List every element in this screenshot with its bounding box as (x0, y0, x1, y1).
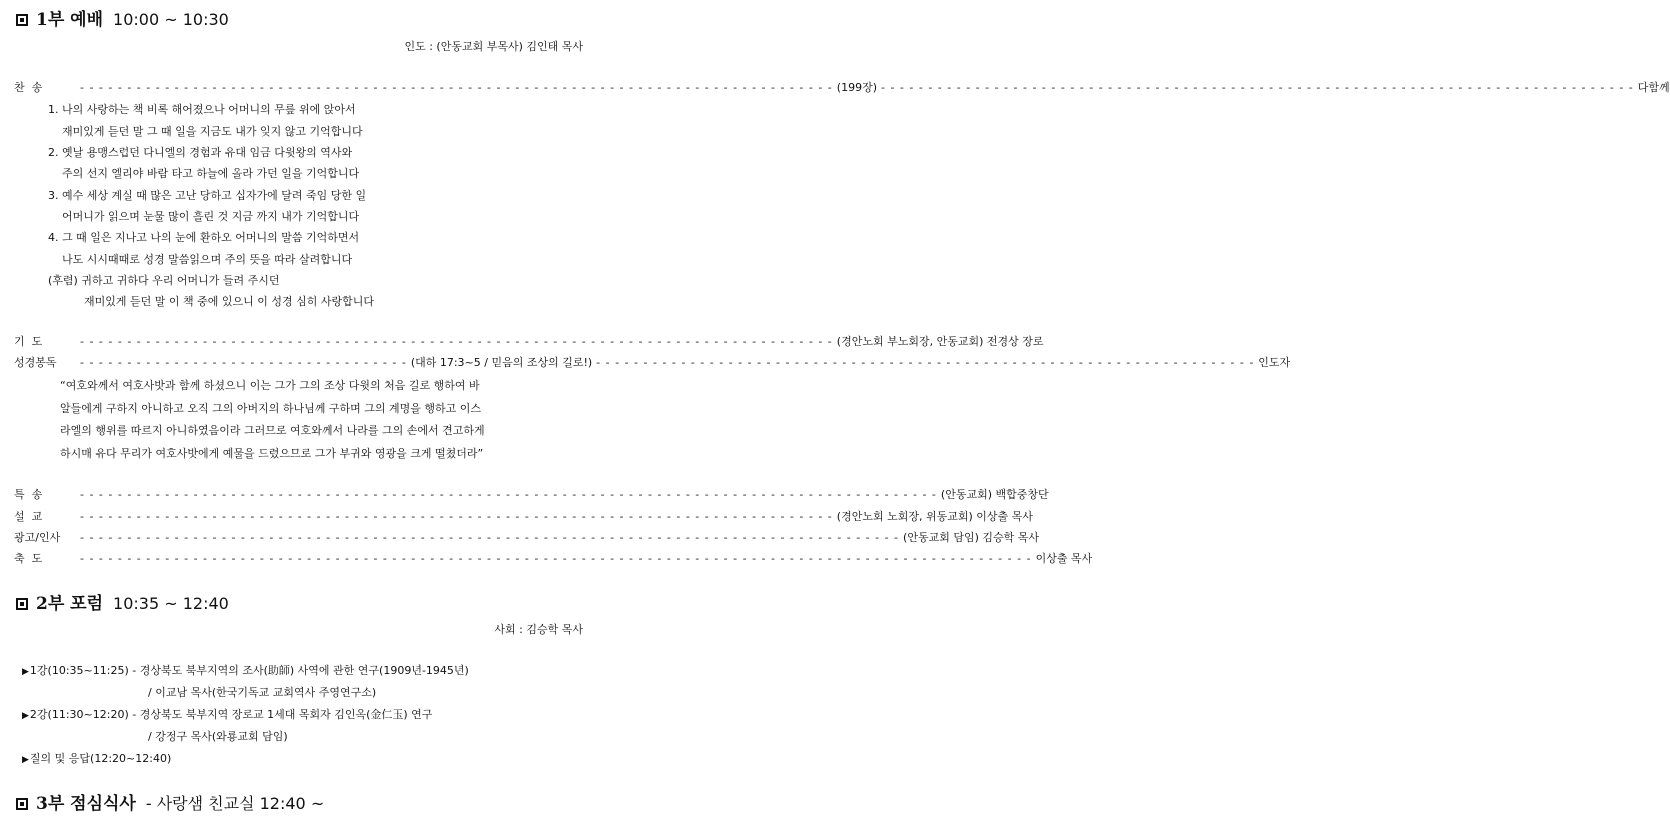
sermon-row (14, 510, 1033, 524)
benediction-row (14, 552, 1093, 566)
dash-leader: - - - - - - - - - - - - - - - - - - - - - - - - - - - - - - - - - - - - - - - - - - - - - - - - - - - - - - - - - - - - - - - - - - - - - - (596, 356, 1255, 369)
special-song-label: 특 송 (14, 488, 43, 501)
announcements-label: 광고/인사 (14, 531, 61, 544)
scripture-text-line: 하시매 유다 무리가 여호사밧에게 예물을 드렸으므로 그가 부귀와 영광을 크게 떨쳤더라” (60, 447, 484, 460)
hymn-chorus-line: (후렴) 귀하고 귀하다 우리 어머니가 들려 주시던 (48, 274, 280, 287)
part1-time: 10:00 ~ 10:30 (113, 10, 229, 29)
hymn-verse-line: 2. 옛날 용맹스럽던 다니엘의 경험과 유대 임금 다윗왕의 역사와 (48, 146, 353, 159)
triangle-bullet-icon: ▶ (22, 667, 29, 677)
forum-qa (22, 752, 171, 767)
hymn-row (14, 81, 1670, 95)
part2-title: 2부 포럼 (36, 594, 104, 614)
forum-lecture-2 (22, 708, 432, 723)
dash-leader: - - - - - - - - - - - - - - - - - - - - - - - - - - - - - - - - - - - (80, 356, 407, 369)
part1-title: 1부 예배 (36, 10, 104, 30)
dash-leader: - - - - - - - - - - - - - - - - - - - - - - - - - - - - - - - - - - - - - - - - - - - - - - - - - - - - - - - - - - - - - - - - - - - - - - - - - - - - - - - - (881, 81, 1634, 94)
forum-lecture-speaker: / 강정구 목사(와룡교회 담임) (148, 730, 288, 743)
announcements-speaker: (안동교회 담임) 김승학 목사 (903, 531, 1039, 544)
triangle-bullet-icon: ▶ (22, 755, 29, 765)
part1-leader: 인도 : (안동교회 부목사) 김인태 목사 (404, 40, 583, 53)
square-bullet-icon (16, 598, 28, 610)
dash-leader: - - - - - - - - - - - - - - - - - - - - - - - - - - - - - - - - - - - - - - - - - - - - - - - - - - - - - - - - - - - - - - - - - - - - - - - - - - - - - - - - (80, 510, 833, 523)
hymn-verse-line: 주의 선지 엘리야 바람 타고 하늘에 올라 가던 일을 기억합니다 (62, 167, 360, 180)
dash-leader: - - - - - - - - - - - - - - - - - - - - - - - - - - - - - - - - - - - - - - - - - - - - - - - - - - - - - - - - - - - - - - - - - - - - - - - - - - - - - - - - (80, 335, 833, 348)
hymn-verse-line: 재미있게 듣던 말 그 때 일을 지금도 내가 잊지 않고 기억합니다 (62, 125, 363, 138)
hymn-verse-line: 3. 예수 세상 계실 때 많은 고난 당하고 십자가에 달려 죽임 당한 일 (48, 189, 367, 202)
scripture-text-line: 알들에게 구하지 아니하고 오직 그의 아버지의 하나님께 구하며 그의 계명을 행하고 이스 (60, 402, 481, 415)
hymn-label: 찬 송 (14, 81, 43, 94)
triangle-bullet-icon: ▶ (22, 711, 29, 721)
forum-lecture-title: 1강(10:35~11:25) - 경상북도 북부지역의 조사(助師) 사역에 관한 연구(1909년-1945년) (29, 664, 469, 677)
hymn-verse-line: 1. 나의 사랑하는 책 비록 해어졌으나 어머니의 무릎 위에 앉아서 (48, 103, 356, 116)
part3-time: - 사랑샘 친교실 12:40 ~ (145, 794, 325, 813)
part3-header (16, 794, 324, 814)
sermon-preacher: (경안노회 노회장, 위동교회) 이상출 목사 (836, 510, 1033, 523)
part2-time: 10:35 ~ 12:40 (113, 594, 229, 613)
square-bullet-icon (16, 798, 28, 810)
scripture-text-line: “여호와께서 여호사밧과 함께 하셨으니 이는 그가 그의 조상 다윗의 처음 길로 행하여 바 (60, 379, 480, 392)
hymn-verse-line: 4. 그 때 일은 지나고 나의 눈에 환하오 어머니의 말씀 기억하면서 (48, 231, 360, 244)
hymn-verse-line: 나도 시시때때로 성경 말씀읽으며 주의 뜻을 따라 살려합니다 (62, 253, 353, 266)
sermon-label: 설 교 (14, 510, 43, 523)
dash-leader: - - - - - - - - - - - - - - - - - - - - - - - - - - - - - - - - - - - - - - - - - - - - - - - - - - - - - - - - - - - - - - - - - - - - - - - - - - - - - - - - - - - - - - - - - - - (80, 488, 937, 501)
dash-leader: - - - - - - - - - - - - - - - - - - - - - - - - - - - - - - - - - - - - - - - - - - - - - - - - - - - - - - - - - - - - - - - - - - - - - - - - - - - - - - - - - - - - - - - (80, 531, 900, 544)
scripture-row (14, 356, 1291, 370)
scripture-reference: (대하 17:3~5 / 믿음의 조상의 길로!) (410, 356, 593, 369)
dash-leader: - - - - - - - - - - - - - - - - - - - - - - - - - - - - - - - - - - - - - - - - - - - - - - - - - - - - - - - - - - - - - - - - - - - - - - - - - - - - - - - - - - - - - - - - - - - - - - - - - - - - - (80, 552, 1032, 565)
part2-header (16, 594, 229, 614)
prayer-row (14, 335, 1044, 349)
square-bullet-icon (16, 14, 28, 26)
hymn-verse-line: 어머니가 읽으며 눈물 많이 흘린 것 지금 까지 내가 기억합니다 (62, 210, 360, 223)
benediction-label: 축 도 (14, 552, 43, 565)
forum-qa-title: 질의 및 응답(12:20~12:40) (29, 752, 172, 765)
forum-lecture-speaker: / 이교남 목사(한국기독교 교회역사 주영연구소) (148, 686, 377, 699)
scripture-text-line: 라엘의 행위를 따르지 아니하였음이라 그러므로 여호와께서 나라를 그의 손에서 견고하게 (60, 424, 485, 437)
dash-leader: - - - - - - - - - - - - - - - - - - - - - - - - - - - - - - - - - - - - - - - - - - - - - - - - - - - - - - - - - - - - - - - - - - - - - - - - - - - - - - - - (80, 81, 833, 94)
prayer-leader: (경안노회 부노회장, 안동교회) 전경상 장로 (836, 335, 1044, 348)
prayer-label: 기 도 (14, 335, 43, 348)
scripture-reader: 인도자 (1258, 356, 1291, 369)
part3-title: 3부 점심식사 (36, 794, 136, 814)
part1-header (16, 10, 229, 30)
forum-lecture-1 (22, 664, 469, 679)
hymn-singer: 다함께 (1637, 81, 1670, 94)
benediction-minister: 이상출 목사 (1035, 552, 1093, 565)
special-song-performer: (안동교회) 백합중창단 (940, 488, 1049, 501)
hymn-chorus-line: 재미있게 듣던 말 이 책 중에 있으니 이 성경 심히 사랑합니다 (84, 295, 374, 308)
hymn-number: (199장) (836, 81, 877, 94)
announcements-row (14, 531, 1039, 545)
scripture-label: 성경봉독 (14, 356, 57, 369)
forum-lecture-title: 2강(11:30~12:20) - 경상북도 북부지역 장로교 1세대 목회자 김인옥(金仁玉) 연구 (29, 708, 433, 721)
special-song-row (14, 488, 1049, 502)
part2-moderator: 사회 : 김승학 목사 (494, 623, 583, 636)
